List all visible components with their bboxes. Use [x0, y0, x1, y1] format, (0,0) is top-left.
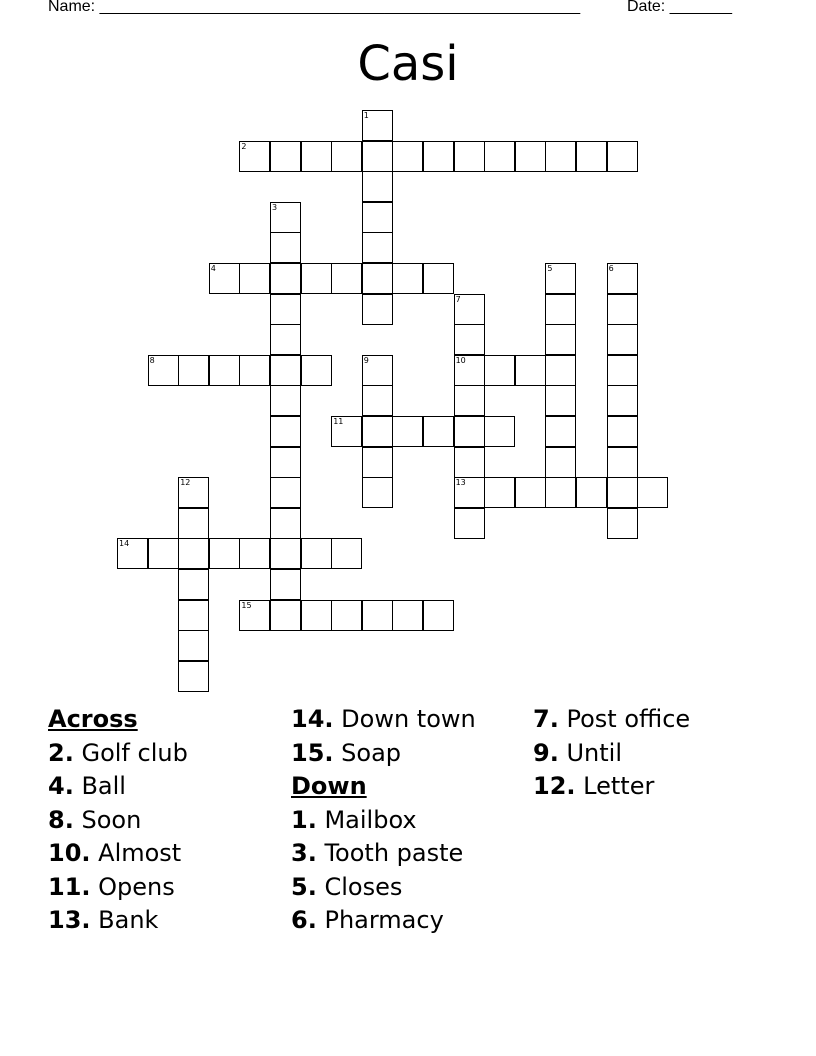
grid-cell[interactable]: [392, 416, 423, 447]
grid-cell[interactable]: [515, 141, 546, 172]
clue-across-2: [48, 737, 188, 771]
grid-cell-6[interactable]: [607, 263, 638, 294]
grid-cell[interactable]: [239, 263, 270, 294]
clue-number: 2.: [48, 738, 74, 767]
grid-cell[interactable]: [545, 416, 576, 447]
grid-cell[interactable]: [270, 447, 301, 478]
clue-number: 12.: [533, 772, 576, 800]
grid-cell[interactable]: [301, 263, 332, 294]
clue-text: Down town: [341, 705, 476, 733]
grid-cell[interactable]: [484, 477, 515, 508]
grid-cell[interactable]: [178, 569, 209, 600]
grid-cell[interactable]: [362, 600, 393, 631]
grid-cell[interactable]: [576, 141, 607, 172]
cell-number: 1: [363, 111, 369, 120]
clue-text: Pharmacy: [324, 906, 444, 934]
clue-text: Golf club: [81, 738, 188, 767]
grid-cell[interactable]: [331, 141, 362, 172]
grid-cell[interactable]: [301, 141, 332, 172]
grid-cell[interactable]: [270, 477, 301, 508]
clue-text: Ball: [81, 772, 126, 800]
grid-cell[interactable]: [607, 324, 638, 355]
clue-number: 13.: [48, 906, 91, 934]
grid-cell[interactable]: [178, 600, 209, 631]
clue-across-13: [48, 904, 188, 938]
clue-column-1: [48, 703, 188, 938]
grid-cell[interactable]: [423, 263, 454, 294]
grid-cell[interactable]: [454, 385, 485, 416]
grid-cell[interactable]: [270, 385, 301, 416]
clue-number: 5.: [291, 872, 317, 901]
clue-across-8: [48, 804, 188, 838]
down-heading: Down: [291, 772, 367, 800]
grid-cell[interactable]: [178, 508, 209, 539]
clue-text: Tooth paste: [324, 839, 464, 867]
grid-cell[interactable]: [362, 447, 393, 478]
grid-cell[interactable]: [607, 416, 638, 447]
clue-text: Opens: [98, 872, 175, 901]
grid-cell[interactable]: [301, 600, 332, 631]
grid-cell[interactable]: [301, 355, 332, 386]
cell-number: 2: [241, 141, 247, 151]
clue-across-14: [291, 703, 476, 737]
across-heading: Across: [48, 705, 138, 733]
grid-cell[interactable]: [178, 661, 209, 692]
grid-cell[interactable]: [545, 447, 576, 478]
grid-cell[interactable]: [392, 141, 423, 172]
grid-cell[interactable]: [607, 385, 638, 416]
clue-down-3: [291, 837, 476, 871]
clue-number: 4.: [48, 772, 74, 800]
grid-cell[interactable]: [270, 508, 301, 539]
grid-cell[interactable]: [454, 141, 485, 172]
grid-cell[interactable]: [607, 355, 638, 386]
clue-down-6: [291, 904, 476, 938]
grid-cell[interactable]: [362, 171, 393, 202]
grid-cell[interactable]: [270, 569, 301, 600]
grid-cell[interactable]: [362, 385, 393, 416]
clue-text: Soap: [341, 738, 402, 767]
grid-cell[interactable]: [484, 355, 515, 386]
clue-text: Mailbox: [324, 805, 417, 834]
grid-cell[interactable]: [301, 538, 332, 569]
grid-cell[interactable]: [454, 508, 485, 539]
grid-cell[interactable]: [209, 355, 240, 386]
date-line: Date: _______: [627, 0, 732, 15]
grid-cell[interactable]: [362, 477, 393, 508]
grid-cell[interactable]: [270, 416, 301, 447]
clue-across-11: [48, 871, 188, 905]
grid-cell[interactable]: [545, 477, 576, 508]
grid-cell[interactable]: [209, 538, 240, 569]
grid-cell[interactable]: [423, 141, 454, 172]
clue-down-7: [533, 703, 690, 737]
clue-text: Soon: [81, 805, 142, 834]
grid-cell[interactable]: [392, 263, 423, 294]
grid-cell[interactable]: [178, 355, 209, 386]
cell-number: 13: [455, 478, 466, 488]
grid-cell[interactable]: [362, 141, 393, 172]
grid-cell[interactable]: [270, 538, 301, 569]
grid-cell[interactable]: [454, 447, 485, 478]
clue-number: 7.: [533, 705, 559, 733]
grid-cell[interactable]: [484, 416, 515, 447]
grid-cell-4[interactable]: [209, 263, 240, 294]
grid-cell[interactable]: [239, 355, 270, 386]
grid-cell-10[interactable]: [454, 355, 485, 386]
cell-number: 10: [455, 355, 466, 365]
clue-text: Post office: [566, 705, 691, 733]
grid-cell[interactable]: [607, 294, 638, 325]
cell-number: 11: [333, 417, 344, 426]
grid-cell[interactable]: [515, 355, 546, 386]
cell-number: 4: [210, 264, 216, 273]
grid-cell-14[interactable]: [117, 538, 148, 569]
cell-number: 9: [363, 355, 369, 365]
grid-cell[interactable]: [270, 141, 301, 172]
grid-cell-2[interactable]: [239, 141, 270, 172]
cell-number: 12: [180, 478, 191, 488]
clue-text: Bank: [98, 906, 159, 934]
clue-across-4: [48, 770, 188, 804]
grid-cell[interactable]: [270, 294, 301, 325]
clue-across-15: [291, 737, 476, 771]
grid-cell[interactable]: [148, 538, 179, 569]
grid-cell[interactable]: [362, 416, 393, 447]
grid-cell[interactable]: [423, 416, 454, 447]
clue-across-10: [48, 837, 188, 871]
grid-cell[interactable]: [545, 324, 576, 355]
grid-cell[interactable]: [270, 355, 301, 386]
clue-down-1: [291, 804, 476, 838]
clue-column-2: [291, 703, 476, 938]
grid-cell[interactable]: [576, 477, 607, 508]
grid-cell-11[interactable]: [331, 416, 362, 447]
grid-cell[interactable]: [607, 447, 638, 478]
clue-text: Until: [566, 738, 622, 767]
grid-cell-15[interactable]: [239, 600, 270, 631]
grid-cell[interactable]: [362, 263, 393, 294]
clue-number: 6.: [291, 906, 317, 934]
clue-number: 14.: [291, 705, 334, 733]
grid-cell[interactable]: [270, 324, 301, 355]
grid-cell-8[interactable]: [148, 355, 179, 386]
grid-cell-5[interactable]: [545, 263, 576, 294]
grid-cell[interactable]: [362, 232, 393, 263]
cell-number: 6: [608, 264, 614, 273]
grid-cell[interactable]: [607, 141, 638, 172]
cell-number: 5: [547, 264, 553, 273]
grid-cell[interactable]: [178, 538, 209, 569]
clue-text: Almost: [98, 839, 182, 867]
grid-cell[interactable]: [331, 600, 362, 631]
grid-cell-12[interactable]: [178, 477, 209, 508]
clue-number: 1.: [291, 805, 317, 834]
cell-number: 15: [241, 600, 252, 610]
grid-cell-7[interactable]: [454, 294, 485, 325]
grid-cell[interactable]: [545, 355, 576, 386]
grid-cell[interactable]: [270, 263, 301, 294]
clue-number: 11.: [48, 872, 91, 901]
clue-down-5: [291, 871, 476, 905]
grid-cell[interactable]: [607, 477, 638, 508]
clue-column-3: [533, 703, 690, 804]
name-line: Name: ______________________________________________________: [48, 0, 581, 15]
grid-cell[interactable]: [331, 263, 362, 294]
grid-cell[interactable]: [362, 294, 393, 325]
grid-cell[interactable]: [545, 385, 576, 416]
grid-cell[interactable]: [454, 324, 485, 355]
grid-cell[interactable]: [484, 141, 515, 172]
cell-number: 14: [119, 539, 130, 549]
clue-text: Closes: [324, 872, 403, 901]
clue-text: Letter: [583, 772, 655, 800]
grid-cell[interactable]: [423, 600, 454, 631]
cell-number: 3: [272, 202, 278, 212]
clue-number: 3.: [291, 839, 317, 867]
grid-cell[interactable]: [515, 477, 546, 508]
grid-cell[interactable]: [362, 202, 393, 233]
grid-cell[interactable]: [545, 294, 576, 325]
clue-number: 10.: [48, 839, 91, 867]
grid-cell[interactable]: [637, 477, 668, 508]
grid-cell[interactable]: [545, 141, 576, 172]
clue-down-9: [533, 737, 690, 771]
grid-cell[interactable]: [392, 600, 423, 631]
grid-cell[interactable]: [270, 600, 301, 631]
grid-cell[interactable]: [331, 538, 362, 569]
grid-cell-9[interactable]: [362, 355, 393, 386]
grid-cell-3[interactable]: [270, 202, 301, 233]
grid-cell[interactable]: [239, 538, 270, 569]
grid-cell[interactable]: [178, 630, 209, 661]
cell-number: 8: [149, 355, 155, 365]
cell-number: 7: [455, 294, 461, 304]
grid-cell[interactable]: [607, 508, 638, 539]
puzzle-title: Casi: [357, 36, 459, 92]
clue-number: 15.: [291, 738, 334, 767]
clue-down-12: [533, 770, 690, 804]
grid-cell-1[interactable]: [362, 110, 393, 141]
clue-number: 9.: [533, 738, 559, 767]
clue-number: 8.: [48, 805, 74, 834]
grid-cell-13[interactable]: [454, 477, 485, 508]
grid-cell[interactable]: [454, 416, 485, 447]
grid-cell[interactable]: [270, 232, 301, 263]
